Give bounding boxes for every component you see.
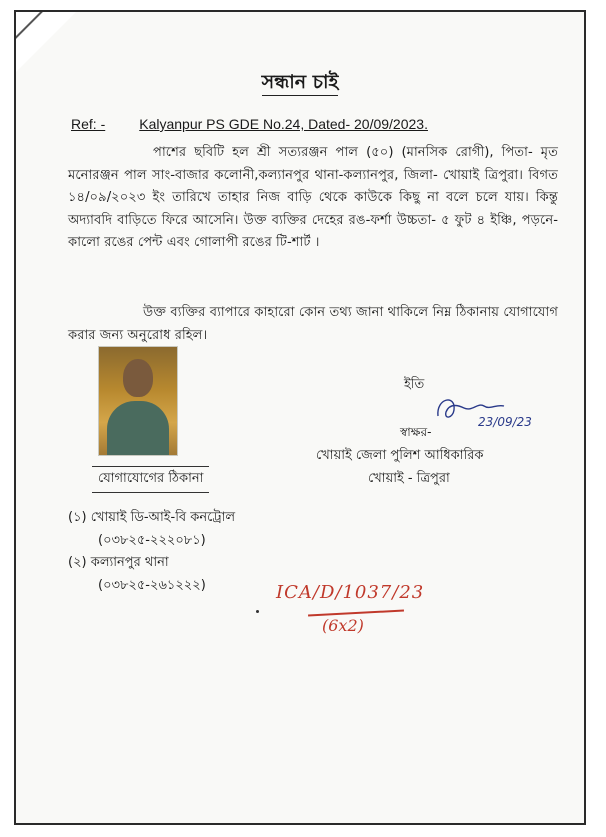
signature-office: খোয়াই জেলা পুলিশ আধিকারিক [316,448,484,463]
description-paragraph: পাশের ছবিটি হল শ্রী সত্যরঞ্জন পাল (৫০) (মানসিক রোগী), পিতা- মৃত মনোরঞ্জন পাল সাং-বাজার কলোনী,কল্যানপুর থানা-কল্যানপুর, জিলা- খোয়াই ত্রিপুরা। বিগত ১৪/০৯/২০২৩ ইং তারিখে তাহার নিজ বাড়ি থেকে কাউকে কিছু না বলে চলে যায়। কিন্তু অদ্যাবদি বাড়িতে ফিরে আসেনি। উক্ত ব্যক্তির দেহের রঙ-ফর্শা উচ্চতা- ৫ ফুট ৪ ইঞ্চি, পড়নে- কালো রঙের পেন্ট এবং গোলাপী রঙের টি-শার্ট । [68,145,558,250]
missing-person-photo [98,346,178,456]
contact-phone-2: (০৩৮২৫-২৬১২২২) [98,578,206,593]
reference-line [71,116,428,132]
ref-value: Kalyanpur PS GDE No.24, Dated- 20/09/2023. [139,116,428,132]
ref-label: Ref: - [71,116,106,132]
contact-item-2: (২) কল্যানপুর থানা [68,555,169,570]
ink-dot [256,610,259,613]
signature-place: খোয়াই - ত্রিপুরা [368,471,450,486]
request-paragraph: উক্ত ব্যক্তির ব্যাপারে কাহারো কোন তথ্য জানা থাকিলে নিম্ন ঠিকানায় যোগাযোগ করার জন্য অনুরোধ রহিল। [68,305,558,343]
contact-heading: যোগাযোগের ঠিকানা [92,466,209,493]
signature-date: 23/09/23 [478,415,532,429]
photo-body-shape [107,401,169,455]
signature-iti: ইতি [404,377,425,392]
notice-title [16,68,584,100]
folded-corner [14,10,78,74]
contact-phone-1: (০৩৮২৫-২২২০৮১) [98,533,206,548]
notice-title-text: সন্ধান চাই [262,71,339,96]
notice-sheet [14,10,586,825]
contact-item-1: (১) খোয়াই ডি-আই-বি কনট্রোল [68,510,236,525]
handwritten-stamp-sub: (6x2) [322,616,364,635]
photo-head-shape [123,359,153,397]
signature-label: স্বাক্ষর- [400,425,432,439]
handwritten-signature [434,388,534,432]
handwritten-reference-stamp: ICA/D/1037/23 [276,582,425,603]
